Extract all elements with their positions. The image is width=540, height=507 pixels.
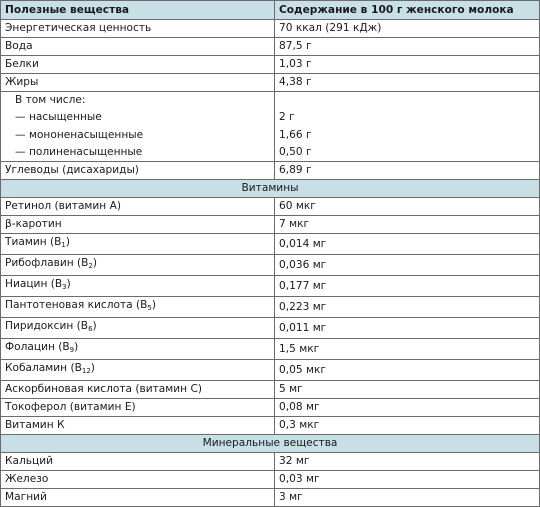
mineral-name: Магний <box>1 489 275 507</box>
table-row <box>1 198 540 216</box>
vitamin-value: 0,223 мг <box>275 297 540 318</box>
section-title-minerals: Минеральные вещества <box>1 435 540 453</box>
vitamin-name-text: Пантотеновая кислота (В <box>5 299 148 311</box>
vitamin-name-suffix: ) <box>92 257 98 269</box>
vitamin-name <box>1 216 275 234</box>
table-row <box>1 216 540 234</box>
vitamin-name-text: Тиамин (В <box>5 236 62 248</box>
nutrient-value: 2 г <box>275 109 540 127</box>
nutrient-value: 70 ккал (291 кДж) <box>275 20 540 38</box>
vitamin-index: 9 <box>69 346 75 354</box>
table-row <box>1 318 540 339</box>
vitamin-value: 0,3 мкг <box>275 417 540 435</box>
vitamin-index: 2 <box>88 262 93 270</box>
vitamin-value: 7 мкг <box>275 216 540 234</box>
mineral-name: Железо <box>1 471 275 489</box>
nutrient-value: 0,50 г <box>275 144 540 162</box>
table-row <box>1 255 540 276</box>
fats-breakdown-intro-row <box>1 92 540 110</box>
vitamin-name <box>1 297 275 318</box>
nutrient-name: — полиненасыщенные <box>1 144 275 162</box>
vitamin-index: 12 <box>81 367 91 375</box>
table-row <box>1 38 540 56</box>
vitamin-name-text: Ретинол (витамин А) <box>5 200 121 212</box>
vitamin-name-text: Витамин К <box>5 419 65 431</box>
table-row <box>1 20 540 38</box>
vitamin-value: 60 мкг <box>275 198 540 216</box>
table-row <box>1 381 540 399</box>
nutrient-name: Энергетическая ценность <box>1 20 275 38</box>
vitamin-name-text: Кобаламин (В <box>5 362 82 374</box>
vitamin-value: 5 мг <box>275 381 540 399</box>
vitamin-value: 0,05 мкг <box>275 360 540 381</box>
header-content: Содержание в 100 г женского молока <box>275 1 540 20</box>
table-row <box>1 339 540 360</box>
vitamin-name-text: Фолацин (В <box>5 341 70 353</box>
vitamin-index: 1 <box>61 241 66 249</box>
vitamin-name <box>1 198 275 216</box>
vitamin-name-text: Рибофлавин (В <box>5 257 89 269</box>
vitamin-value: 0,014 мг <box>275 234 540 255</box>
vitamin-name-suffix: ) <box>65 236 71 248</box>
vitamin-name <box>1 255 275 276</box>
vitamin-name-suffix: ) <box>74 341 79 353</box>
header-nutrients: Полезные вещества <box>1 1 275 20</box>
empty-cell <box>275 92 540 110</box>
vitamin-name-text: Аскорбиновая кислота (витамин С) <box>5 383 202 395</box>
vitamin-name <box>1 399 275 417</box>
vitamin-value: 1,5 мкг <box>275 339 540 360</box>
vitamin-name-suffix: ) <box>151 299 157 311</box>
nutrient-value: 1,66 г <box>275 127 540 145</box>
vitamin-value: 0,08 мг <box>275 399 540 417</box>
section-row-vitamins <box>1 180 540 198</box>
table-row <box>1 471 540 489</box>
vitamin-value: 0,177 мг <box>275 276 540 297</box>
table-header-row <box>1 1 540 20</box>
table-row <box>1 56 540 74</box>
vitamin-index: 6 <box>88 325 93 333</box>
vitamin-index: 3 <box>62 283 67 291</box>
table-row <box>1 162 540 180</box>
nutrient-value: 1,03 г <box>275 56 540 74</box>
vitamin-index: 5 <box>147 304 152 312</box>
table-row <box>1 276 540 297</box>
vitamin-name-text: Пиридоксин (В <box>5 320 89 332</box>
nutrient-value: 4,38 г <box>275 74 540 92</box>
table-row <box>1 109 540 127</box>
nutrient-value: 6,89 г <box>275 162 540 180</box>
nutrient-name: — мононенасыщенные <box>1 127 275 145</box>
vitamin-value: 0,011 мг <box>275 318 540 339</box>
table-row <box>1 453 540 471</box>
table-row <box>1 417 540 435</box>
section-title-vitamins: Витамины <box>1 180 540 198</box>
table-row <box>1 297 540 318</box>
vitamin-name-suffix: ) <box>90 362 95 374</box>
mineral-name: Кальций <box>1 453 275 471</box>
vitamin-name <box>1 234 275 255</box>
table-row <box>1 360 540 381</box>
vitamin-name <box>1 381 275 399</box>
vitamin-name-suffix: ) <box>66 278 71 290</box>
vitamin-name-suffix: ) <box>92 320 97 332</box>
vitamin-name <box>1 339 275 360</box>
table-row <box>1 489 540 507</box>
vitamin-name <box>1 318 275 339</box>
vitamin-name <box>1 417 275 435</box>
nutrient-name: Углеводы (дисахариды) <box>1 162 275 180</box>
fats-breakdown-intro: В том числе: <box>1 92 275 110</box>
nutrient-name: Жиры <box>1 74 275 92</box>
nutrient-name: — насыщенные <box>1 109 275 127</box>
vitamin-name-text: β-каротин <box>5 218 62 230</box>
table-row <box>1 399 540 417</box>
table-row <box>1 144 540 162</box>
mineral-value: 32 мг <box>275 453 540 471</box>
table-row <box>1 234 540 255</box>
nutrient-name: Белки <box>1 56 275 74</box>
vitamin-name <box>1 360 275 381</box>
mineral-value: 3 мг <box>275 489 540 507</box>
table-row <box>1 74 540 92</box>
nutrient-name: Вода <box>1 38 275 56</box>
vitamin-name-text: Токоферол (витамин Е) <box>5 401 136 413</box>
vitamin-name <box>1 276 275 297</box>
vitamin-name-text: Ниацин (В <box>5 278 63 290</box>
section-row-minerals <box>1 435 540 453</box>
mineral-value: 0,03 мг <box>275 471 540 489</box>
vitamin-value: 0,036 мг <box>275 255 540 276</box>
nutrient-value: 87,5 г <box>275 38 540 56</box>
table-row <box>1 127 540 145</box>
